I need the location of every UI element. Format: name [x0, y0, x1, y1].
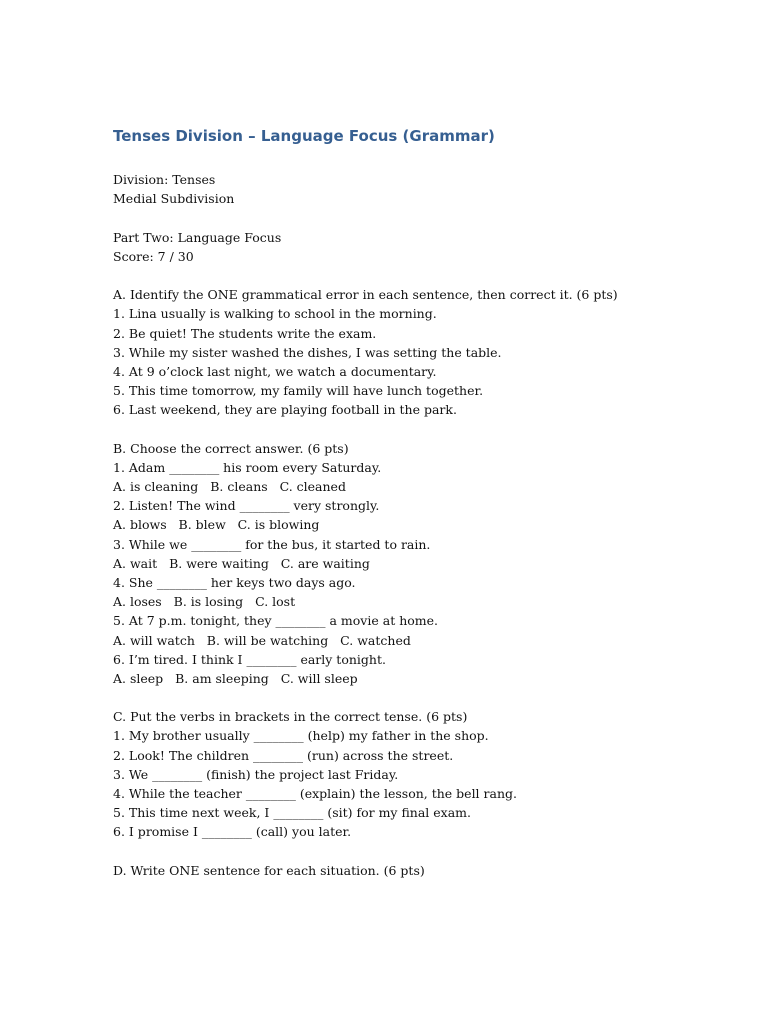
section-c-item: 4. While the teacher ________ (explain) the lesson, the bell rang. — [113, 786, 517, 801]
document-content — [113, 122, 713, 880]
section-c-item: 2. Look! The children ________ (run) across the street. — [113, 747, 454, 763]
section-b-question: 3. While we ________ for the bus, it started to rain. — [113, 536, 431, 552]
section-b-question: 1. Adam ________ his room every Saturday. — [113, 459, 382, 475]
section-a-item: 2. Be quiet! The students write the exam. — [113, 325, 377, 341]
section-c-item: 6. I promise I ________ (call) you later. — [113, 824, 352, 840]
section-b-heading: B. Choose the correct answer. (6 pts) — [113, 440, 349, 456]
section-a-item: 6. Last weekend, they are playing football in the park. — [113, 402, 457, 418]
section-b-options: A. is cleaning B. cleans C. cleaned — [113, 479, 346, 494]
section-b-question: 5. At 7 p.m. tonight, they ________ a movie at home. — [113, 613, 438, 629]
section-a-heading: A. Identify the ONE grammatical error in each sentence, then correct it. (6 pts) — [113, 287, 618, 303]
section-b-question: 2. Listen! The wind ________ very strongly. — [113, 498, 380, 514]
section-b-question: 6. I’m tired. I think I ________ early tonight. — [113, 651, 386, 667]
section-c-heading: C. Put the verbs in brackets in the correct tense. (6 pts) — [113, 709, 468, 725]
spacer — [113, 688, 713, 707]
section-a-item: 5. This time tomorrow, my family will have lunch together. — [113, 383, 484, 399]
section-a-item: 4. At 9 o’clock last night, we watch a documentary. — [113, 363, 437, 379]
section-b-options: A. blows B. blew C. is blowing — [113, 517, 320, 533]
spacer — [113, 419, 713, 438]
document-title: Tenses Division – Language Focus (Grammar) — [113, 127, 495, 145]
section-b-options: A. sleep B. am sleeping C. will sleep — [113, 670, 358, 686]
spacer — [113, 842, 713, 861]
score-label: Score: 7 / 30 — [113, 248, 194, 264]
section-c-item: 5. This time next week, I ________ (sit) for my final exam. — [113, 805, 472, 821]
section-b-question: 4. She ________ her keys two days ago. — [113, 574, 356, 590]
section-b-options: A. loses B. is losing C. lost — [113, 594, 296, 610]
division-label: Division: Tenses — [113, 172, 216, 187]
section-a-item: 1. Lina usually is walking to school in the morning. — [113, 306, 437, 322]
subdivision-label: Medial Subdivision — [113, 191, 235, 207]
part-label: Part Two: Language Focus — [113, 229, 282, 245]
spacer — [113, 266, 713, 285]
section-d-heading: D. Write ONE sentence for each situation. (6 pts) — [113, 862, 425, 878]
section-b-options: A. will watch B. will be watching C. watched — [113, 632, 411, 648]
section-b-options: A. wait B. were waiting C. are waiting — [113, 555, 370, 571]
spacer — [113, 208, 713, 227]
section-c-item: 1. My brother usually ________ (help) my father in the shop. — [113, 728, 489, 744]
section-c-item: 3. We ________ (finish) the project last Friday. — [113, 766, 399, 782]
section-a-item: 3. While my sister washed the dishes, I was setting the table. — [113, 344, 502, 360]
